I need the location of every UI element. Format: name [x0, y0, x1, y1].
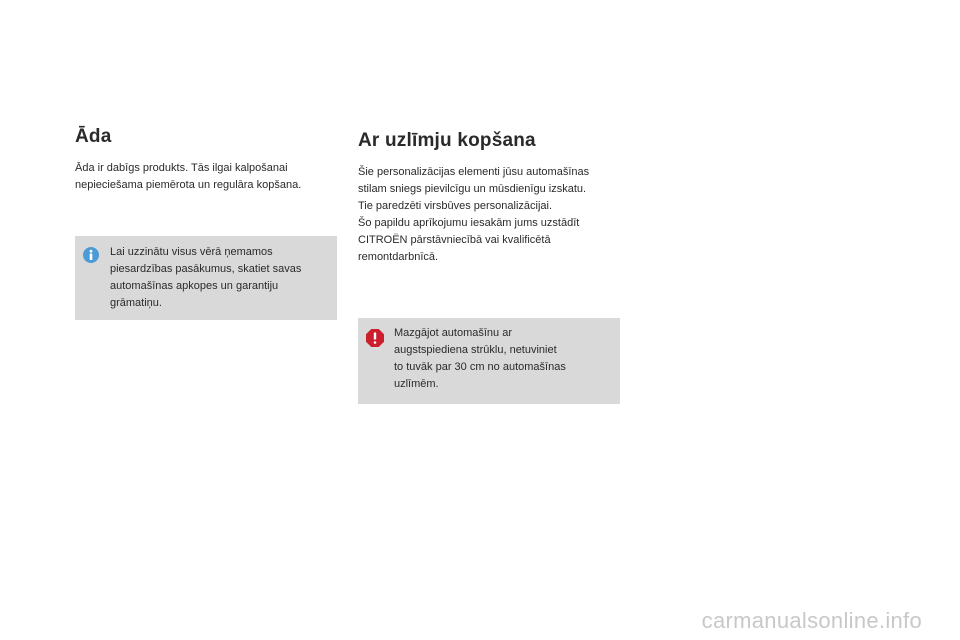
info-note-line: piesardzības pasākumus, skatiet savas: [110, 263, 302, 275]
warning-note-line: to tuvāk par 30 cm no automašīnas: [394, 361, 566, 373]
info-note: [75, 236, 337, 320]
info-note-line: automašīnas apkopes un garantiju: [110, 280, 279, 292]
decals-text-line: Tie paredzēti virsbūves personalizācijai.: [358, 200, 553, 212]
warning-note-text: [394, 325, 614, 393]
leather-text-line: nepieciešama piemērota un regulāra kopšana.: [75, 179, 302, 191]
info-note-text: [110, 244, 330, 312]
warning-note-line: Mazgājot automašīnu ar: [394, 327, 513, 339]
info-note-line: Lai uzzinātu visus vērā ņemamos: [110, 246, 273, 258]
decals-section: [358, 124, 626, 266]
watermark: carmanualsonline.info: [701, 608, 922, 633]
decals-text-line: Šie personalizācijas elementi jūsu automašīnas: [358, 166, 590, 178]
warning-note-line: uzlīmēm.: [394, 378, 439, 390]
warning-note-line: augstspiediena strūklu, netuviniet: [394, 344, 557, 356]
warning-note: [358, 318, 620, 404]
leather-section: [75, 124, 337, 194]
leather-title: Āda: [75, 126, 112, 147]
decals-text-line: remontdarbnīcā.: [358, 251, 439, 263]
decals-text-line: Šo papildu aprīkojumu iesakām jums uzstādīt: [358, 217, 580, 229]
leather-text-line: Āda ir dabīgs produkts. Tās ilgai kalpošanai: [75, 162, 288, 174]
info-icon: [83, 247, 99, 268]
decals-title: Ar uzlīmju kopšana: [358, 130, 536, 151]
decals-text-line: stilam sniegs pievilcīgu un mūsdienīgu izskatu.: [358, 183, 587, 195]
decals-text-line: CITROËN pārstāvniecībā vai kvalificētā: [358, 234, 551, 246]
info-note-line: grāmatiņu.: [110, 297, 162, 309]
warning-icon: [366, 329, 384, 352]
